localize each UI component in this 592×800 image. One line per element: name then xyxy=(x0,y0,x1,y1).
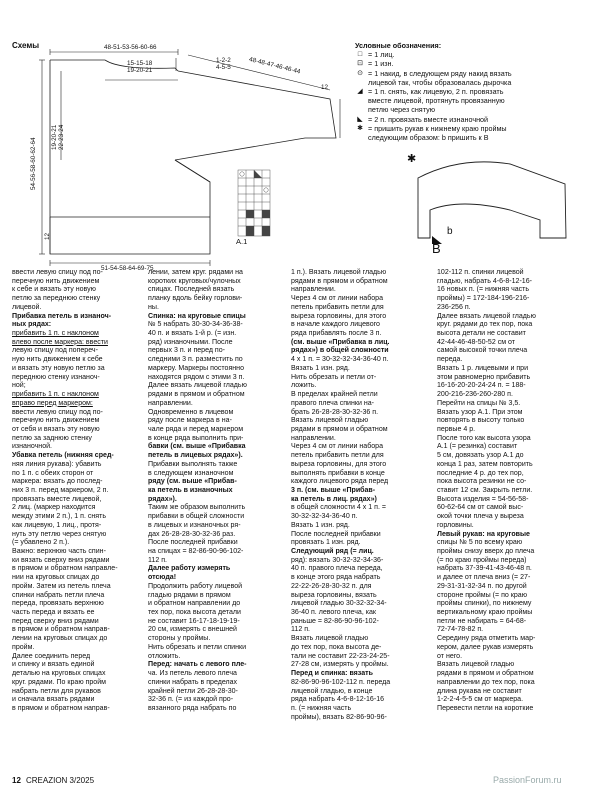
text-line: Нить обрезать и петли спинки xyxy=(148,643,247,651)
text-line: Одновременно в лицевом xyxy=(148,408,234,416)
text-line: первые 4 р. xyxy=(437,425,476,433)
text-line: А.1 (= резинка) составит xyxy=(437,443,518,451)
text-line: 16-16-20-20-24-24 п. = 188- xyxy=(437,382,526,390)
text-line: Далее соединить перед xyxy=(12,652,91,660)
text-line: тех пор, пока высота детали xyxy=(148,609,241,617)
text-line: выреза горловины, для этого xyxy=(291,460,387,468)
text-line: 16 новых п. (= нижняя часть xyxy=(437,286,530,294)
text-line: спицах. Последней вязать xyxy=(148,286,235,294)
text-line: Следующий ряд (= лиц. xyxy=(291,548,374,555)
text-line: влево после маркера: ввести xyxy=(12,338,108,346)
legend-text: = 1 накид, в следующем ряду накид вязать лицевой так, чтобы образовалась дырочка xyxy=(368,68,512,87)
legend-text: = 2 п. провязать вместе изнаночной xyxy=(368,114,489,124)
text-line: правого плеча спинки на- xyxy=(291,399,374,407)
text-line: ввести левую спицу под по- xyxy=(12,408,103,416)
text-line: ки вязать сверху вниз рядами xyxy=(12,556,110,564)
text-line: Вязать 1 изн. ряд. xyxy=(291,364,350,372)
text-line: спинки набрать петли плеча xyxy=(12,591,105,599)
text-line: Таким же образом выполнить xyxy=(148,504,246,512)
text-line: и вязать эту новую петлю за xyxy=(12,364,105,372)
text-line: п. (= нижняя часть xyxy=(291,704,352,712)
text-line: между этими 2 п.), 1 п. снять xyxy=(12,513,106,521)
text-line: 112 п. xyxy=(148,556,167,564)
text-line: вязанного ряда набрать по xyxy=(148,704,237,712)
text-line: в начале каждого лицевого xyxy=(291,321,380,329)
text-line: следними 3 п. разместить по xyxy=(148,356,243,364)
text-line: 36-40 п. левого плеча, как xyxy=(291,609,376,617)
text-line: чале ряда и перед маркером xyxy=(148,425,244,433)
text-line: няя линия рукава): убавить xyxy=(12,460,102,468)
text-line: Вязать лицевой гладью xyxy=(291,635,369,643)
text-line: от себя и вязать эту новую xyxy=(12,425,100,433)
text-line: Середину ряда отметить мар- xyxy=(437,635,536,643)
text-line: Прибавки выполнять также xyxy=(148,460,238,468)
dim-neck-width: 15-15-18 19-20-21 xyxy=(127,60,153,74)
sew-star-icon: ✱ xyxy=(357,124,363,132)
text-line: В пределах крайней петли xyxy=(291,391,378,399)
text-line: гладью рядами в прямом xyxy=(148,591,231,599)
text-line: (= по краю проймы переда) xyxy=(437,556,527,564)
text-line: крайней петли 26-28-28-30- xyxy=(148,687,238,695)
text-line: 3 п. (см. выше «Прибав- xyxy=(291,486,376,494)
text-line: 29-31-31-32-34 п. по другой xyxy=(437,582,527,590)
text-line: ряду после маркера в на- xyxy=(148,417,232,425)
text-line: 22-22-26-28-30-32 п. для xyxy=(291,582,372,590)
dim-top-width: 48-51-53-56-60-66 xyxy=(104,44,157,51)
text-line: Вязать узор А.1. При этом xyxy=(437,408,523,416)
text-line: гладью, набрать 4-6-8-12-16- xyxy=(437,277,532,285)
text-line: проймы), вязать 82-86-90-96- xyxy=(291,713,387,721)
text-line: Вязать лицевой гладью xyxy=(437,661,515,669)
text-line: изнаночной. xyxy=(12,443,53,451)
sleeve-assembly-diagram xyxy=(390,150,590,260)
text-line: Левый рукав: на круговые xyxy=(437,530,530,538)
text-line: в конце ряда выполнить при- xyxy=(148,434,244,442)
text-line: Спинка: на круговые спицы xyxy=(148,312,246,320)
text-line: Убавка петель (нижняя сред- xyxy=(12,452,114,460)
text-line: нуть эту петлю через снятую xyxy=(12,530,107,538)
legend-item xyxy=(355,115,585,124)
text-line: петлю за заднюю стенку xyxy=(12,434,92,442)
text-line: стороны у проймы. xyxy=(148,635,211,643)
text-line: лицевой гладью, в конце xyxy=(291,687,373,695)
text-line: лении, затем круг. рядами на xyxy=(148,269,243,276)
legend-item xyxy=(355,124,585,142)
text-line: ряд): вязать 30-32-32-34-36- xyxy=(291,556,384,564)
legend-item xyxy=(355,50,585,59)
text-line: проймы) = 172-184-196-216- xyxy=(437,295,530,303)
dim-bottom-width: 51-54-58-64-69-75 xyxy=(101,265,154,272)
text-line: петлю за переднюю стенку xyxy=(12,295,101,303)
text-line: по 1 п. с обеих сторон от xyxy=(12,469,94,477)
chart-a1-label: А.1 xyxy=(236,237,248,246)
text-line: маркера: вязать до послед- xyxy=(12,478,103,486)
text-line: направлении до тех пор, пока xyxy=(437,678,535,686)
text-line: петли не набирать = 64-68- xyxy=(437,617,527,625)
magazine-name: CREAZION 3/2025 xyxy=(26,776,95,785)
text-line: Продолжить работу лицевой xyxy=(148,582,243,590)
text-line: на спицах = 82-86-90-96-102- xyxy=(148,548,244,555)
chart-a1-grid xyxy=(236,160,276,240)
text-line: 4 х 1 п. = 30-32-32-34-36-40 п. xyxy=(291,356,389,364)
small-b-label: b xyxy=(447,226,453,237)
text-line: кером, далее рукав измерять xyxy=(437,643,534,651)
text-line: Через 4 см от линии набора xyxy=(291,443,384,451)
text-line: ных рядах: xyxy=(12,321,52,329)
text-line: ряда прибавлять после 3 п. xyxy=(291,330,382,338)
text-line: ной; xyxy=(12,382,26,390)
text-line: лицевой гладью 30-32-32-34- xyxy=(291,600,387,608)
text-line: пройм. Затем из петель плеча xyxy=(12,582,111,590)
text-line: 102-112 п. спинки лицевой xyxy=(437,269,524,276)
text-line: спинки набрать в пределах xyxy=(148,678,238,686)
text-line: в лицевых и изнаночных ря- xyxy=(148,521,241,529)
text-column-4 xyxy=(437,269,536,714)
dim-sleeve-top: 48-48-47-46-46-44 xyxy=(248,56,301,76)
dim-neck-depth: 1-2-2 4-5-5 xyxy=(216,57,231,71)
legend-item xyxy=(355,69,585,87)
text-line: проймы спинки), по нижнему xyxy=(437,600,532,608)
dim-sleeve-cuff: 12 xyxy=(321,84,329,91)
text-line: ны. xyxy=(148,303,159,311)
text-line: в конце этого ряда набрать xyxy=(291,574,381,582)
text-line: направлении. xyxy=(291,286,336,294)
text-line: петель прибавить петли для xyxy=(291,452,384,460)
text-line: 30-32-32-34-36-40 п. xyxy=(291,513,358,521)
text-line: окой точки плеча у выреза xyxy=(437,513,524,521)
text-line: 1-2-2-4-5-5 см от маркера. xyxy=(437,696,524,704)
text-line: перечную нить движением xyxy=(12,277,100,285)
text-line: пройм. xyxy=(12,643,35,651)
text-line: круг. рядами до тех пор, пока xyxy=(437,321,533,329)
text-line: проймы снизу вверх до плеча xyxy=(437,548,535,555)
text-line: выреза горловины, для этого xyxy=(291,312,387,320)
text-line: тали не составит 22-23-24-25- xyxy=(291,652,390,660)
text-line: выполнять прибавки в конце xyxy=(291,469,385,477)
text-line: Перевести петли на короткие xyxy=(437,704,534,712)
text-line: к себе и вязать эту новую xyxy=(12,286,96,294)
text-line: вправо перед маркером: xyxy=(12,399,93,407)
text-line: спицы № 5 по всему краю xyxy=(437,539,523,547)
text-line: Перейти на спицы № 3,5. xyxy=(437,399,521,407)
text-line: прибавить 1 п. с наклоном xyxy=(12,330,99,338)
text-line: в прямом и обратном направ- xyxy=(12,704,110,712)
text-line: № 5 набрать 30-30-34-36-38- xyxy=(148,321,243,329)
text-line: находятся рядом с этими 3 п. xyxy=(148,373,245,381)
text-column-1 xyxy=(12,269,118,714)
text-column-2 xyxy=(148,269,247,714)
dim-body-height: 54-56-58-60-62-64 xyxy=(30,137,37,190)
legend-text: = 1 изн. xyxy=(368,59,394,69)
text-line: в прямом и обратном направ- xyxy=(12,626,110,634)
text-line: отсюда! xyxy=(148,574,177,582)
text-line: до тех пор, пока высота де- xyxy=(291,643,382,651)
legend-item xyxy=(355,87,585,115)
text-line: дах 26-28-28-30-32-36 раз. xyxy=(148,530,236,538)
text-line: переднюю стенку изнаноч- xyxy=(12,373,100,381)
watermark: PassionForum.ru xyxy=(493,775,562,785)
text-line: рядами в прямом и обратном xyxy=(291,425,388,433)
text-line: нии на круговых спицах до xyxy=(12,574,100,582)
text-column-3 xyxy=(291,269,390,722)
text-line: рядах»). xyxy=(148,495,177,503)
legend xyxy=(355,41,585,142)
text-line: ряда набрать 4-6-8-12-16-16 xyxy=(291,696,385,704)
text-line: 40 п. правого плеча переда, xyxy=(291,565,383,573)
text-line: первых 3 п. и перед по- xyxy=(148,347,226,355)
text-line: провязать 1 изн. ряд. xyxy=(291,539,361,547)
text-line: Вязать лицевой гладью xyxy=(291,417,369,425)
star-marker-icon: ✱ xyxy=(407,153,417,165)
text-line: лении на круговых спицах до xyxy=(12,635,108,643)
text-line: коротких круговых/чулочных xyxy=(148,277,241,285)
text-line: 1 п.). Вязать лицевой гладью xyxy=(291,269,387,276)
text-line: лицевой. xyxy=(12,303,42,311)
text-line: перед сверху вниз рядами xyxy=(12,617,99,625)
schemes-title: Схемы xyxy=(12,41,40,50)
text-line: переда. xyxy=(437,356,463,364)
text-line: 32-36 п. (= из каждой про- xyxy=(148,696,234,704)
text-line: набрать петли для рукавов xyxy=(12,687,101,695)
text-line: Вязать 1 изн. ряд. xyxy=(291,521,350,529)
text-line: в следующем изнаночном xyxy=(148,469,234,477)
text-line: самой высокой точки плеча xyxy=(437,347,528,355)
text-line: раньше = 82-86-90-96-102- xyxy=(291,617,379,625)
text-line: ча. Из петель левого плеча xyxy=(148,670,237,678)
text-line: Через 4 см от линии набора xyxy=(291,295,384,303)
text-line: 2 лиц. (маркер находится xyxy=(12,504,96,512)
text-line: переда, провязать верхнюю xyxy=(12,600,104,608)
text-line: ряд) изнаночными. После xyxy=(148,338,233,346)
decrease-left-icon: ◢ xyxy=(357,88,363,96)
text-line: 20 см, измерять с внешней xyxy=(148,626,237,634)
page-number: 12 xyxy=(12,776,21,785)
text-line: 5 см, довязать узор А.1 до xyxy=(437,452,524,460)
text-line: от него. xyxy=(437,652,463,660)
text-line: (см. выше «Прибавка в лиц. xyxy=(291,338,390,346)
yarn-over-icon: ⊙ xyxy=(357,69,363,77)
big-b-label: B xyxy=(432,241,441,256)
text-line: деталью на круговых спицах xyxy=(12,670,106,678)
text-line: набрать 37-39-41-43-46-48 п. xyxy=(437,565,532,573)
text-line: ряду (см. выше «Прибав- xyxy=(148,478,237,486)
text-line: 200-216-236-260-280 п. xyxy=(437,391,513,399)
text-line: Далее вязать лицевой гладью xyxy=(148,382,247,390)
text-line: 27-28 см, измерять у проймы. xyxy=(291,661,389,669)
text-line: ную нить движением к себе xyxy=(12,356,103,364)
knit-stitch-icon: □ xyxy=(357,51,363,59)
dim-armhole: 19-20-21 22-23-24 xyxy=(51,124,65,150)
text-line: вертикальному краю проймы xyxy=(437,609,533,617)
text-line: бавки (см. выше «Прибавка xyxy=(148,443,246,451)
text-line: высота детали не составит xyxy=(437,330,526,338)
legend-text: = пришить рукав к нижнему краю проймы следующим образом: b пришить к В xyxy=(368,123,507,143)
text-line: в прямом и обратном направле- xyxy=(12,565,118,573)
text-line: ка петель в изнаночных xyxy=(148,486,233,494)
text-line: часть переда и вязать ее xyxy=(12,609,95,617)
text-line: повторять в высоту только xyxy=(437,417,525,425)
purl-stitch-icon: ⊡ xyxy=(357,60,363,68)
text-line: Далее работу измерять xyxy=(148,565,231,573)
text-line: Вязать 1 р. лицевыми и при xyxy=(437,364,529,372)
text-line: 60-62-64 см от самой выс- xyxy=(437,504,524,512)
text-line: Нить обрезать и петли от- xyxy=(291,373,377,381)
text-line: 236-256 п. xyxy=(437,303,471,311)
text-line: рядами в прямом и обратном xyxy=(437,670,534,678)
text-line: 112 п. xyxy=(291,626,310,634)
text-line: Прибавка петель в изнаноч- xyxy=(12,312,112,320)
text-line: левую спицу под попереч- xyxy=(12,347,98,355)
text-line: прибавить 1 п. с наклоном xyxy=(12,391,99,399)
legend-text: = 1 п. снять, как лицевую, 2 п. провязать вместе лицевой, протянуть провязанную петлю через снятую xyxy=(368,87,505,115)
text-line: После того как высота узора xyxy=(437,434,531,442)
text-line: длина рукава не составит xyxy=(437,687,522,695)
dim-rib: 12 xyxy=(44,232,51,240)
text-line: брать 26-28-28-30-32-36 п. xyxy=(291,408,379,416)
text-line: пока высота резинки не со- xyxy=(437,478,527,486)
text-line: 42-44-46-48-50-52 см от xyxy=(437,338,516,346)
text-line: 72-74-78-82 п. xyxy=(437,626,484,634)
text-line: не составит 16-17-18-19-19- xyxy=(148,617,240,625)
legend-item xyxy=(355,59,585,68)
text-line: каждого лицевого ряда перед xyxy=(291,478,389,486)
text-line: них 3 п. перед маркером, 2 п. xyxy=(12,486,109,494)
text-line: провязать вместе лицевой, xyxy=(12,495,102,503)
text-line: ка петель в лиц. рядах») xyxy=(291,495,377,503)
text-line: стороне проймы (= по краю xyxy=(437,591,527,599)
text-line: и спинку и вязать единой xyxy=(12,661,95,669)
legend-title: Условные обозначения: xyxy=(355,41,442,50)
text-line: круг. рядами. По краю пройм xyxy=(12,678,106,686)
purl-two-together-icon: ◣ xyxy=(357,115,363,123)
text-line: петель в лицевых рядах»). xyxy=(148,452,243,460)
text-line: перечную нить движением xyxy=(12,417,100,425)
text-line: Перед: начать с левого пле- xyxy=(148,661,247,669)
text-line: прибавки в общей сложности xyxy=(148,513,245,521)
text-line: маркеру. Маркеры постоянно xyxy=(148,364,244,372)
text-line: и далее от плеча вниз (= 27- xyxy=(437,574,531,582)
text-line: направлении. xyxy=(291,434,336,442)
text-line: направлении. xyxy=(148,399,193,407)
text-line: ставит 12 см. Закрыть петли. xyxy=(437,486,533,494)
text-line: как лицевую, 1 лиц., протя- xyxy=(12,521,102,529)
text-line: После последней прибавки xyxy=(291,530,381,538)
text-line: 82-86-90-96-102-112 п. переда xyxy=(291,678,391,686)
text-line: этом равномерно прибавить xyxy=(437,373,531,381)
text-line: Далее вязать лицевой гладью xyxy=(437,312,536,320)
text-line: Высота изделия = 54-56-58- xyxy=(437,495,529,503)
text-line: выреза горловины, вязать xyxy=(291,591,377,599)
text-line: Перед и спинка: вязать xyxy=(291,670,373,678)
text-line: и сначала вязать рядами xyxy=(12,696,95,704)
text-line: ввести левую спицу под по- xyxy=(12,269,103,276)
text-line: После последней прибавки xyxy=(148,539,238,547)
text-line: последние 4 р. до тех пор, xyxy=(437,469,524,477)
legend-text: = 1 лиц. xyxy=(368,50,395,60)
text-line: (= убавлено 2 п.). xyxy=(12,539,70,547)
text-line: ложить. xyxy=(291,382,317,390)
text-line: рядами в прямом и обратном xyxy=(291,277,388,285)
text-line: петель прибавить петли для xyxy=(291,303,384,311)
text-line: рядами в прямом и обратном xyxy=(148,391,245,399)
text-line: горловины. xyxy=(437,521,474,529)
text-line: рядах») в общей сложности xyxy=(291,347,389,355)
text-line: планку вдоль бейку горлови- xyxy=(148,295,243,303)
text-line: в общей сложности 4 х 1 п. = xyxy=(291,504,386,512)
text-line: отложить. xyxy=(148,652,181,660)
text-line: 40 п. и вязать 1-й р. (= изн. xyxy=(148,330,237,338)
text-line: конца 1 раз, затем повторить xyxy=(437,460,533,468)
text-line: и обратном направлении до xyxy=(148,600,241,608)
text-line: Важно: верхнюю часть спин- xyxy=(12,548,106,555)
